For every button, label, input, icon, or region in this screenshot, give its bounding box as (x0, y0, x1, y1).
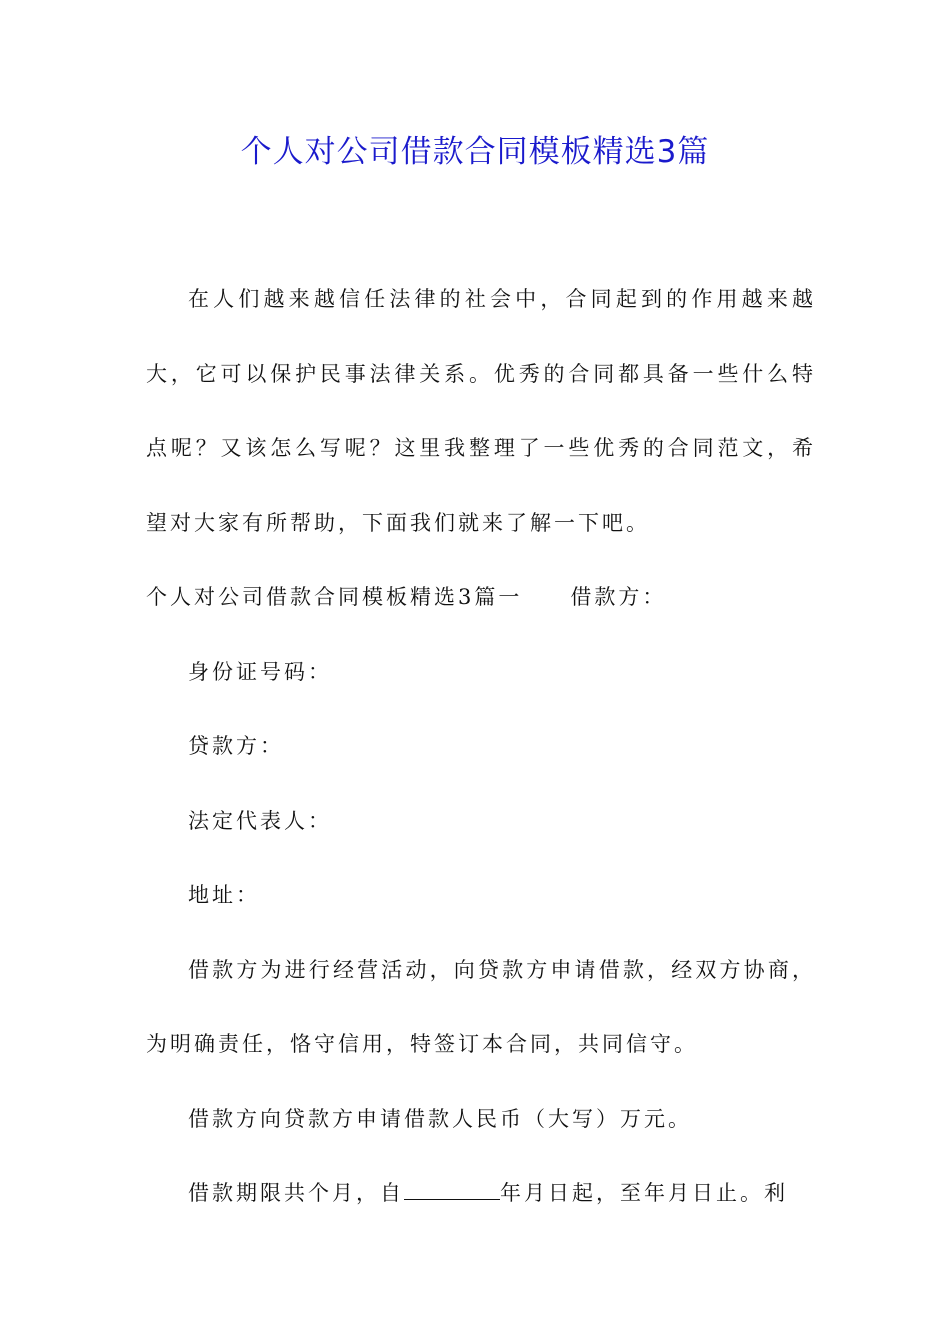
section-heading-line (146, 560, 816, 635)
purpose-paragraph: 借款方为进行经营活动，向贷款方申请借款，经双方协商，为明确责任，恪守信用，特签订本合同，共同信守。 (146, 957, 816, 1056)
term-text-after: 年月日起，至年月日止。利 (500, 1181, 788, 1205)
id-number-field: 身份证号码： (188, 659, 332, 684)
borrower-label: 借款方： (570, 585, 667, 609)
document-body (146, 262, 816, 1231)
amount-paragraph: 借款方向贷款方申请借款人民币（大写）万元。 (188, 1106, 692, 1131)
term-text-before: 借款期限共个月，自 (188, 1181, 404, 1205)
term-paragraph (146, 1156, 816, 1231)
document-title: 个人对公司借款合同模板精选3篇 (240, 134, 710, 170)
address-field: 地址： (188, 883, 260, 907)
lender-field: 贷款方： (188, 734, 284, 758)
legal-rep-field: 法定代表人： (188, 808, 332, 833)
section-heading: 个人对公司借款合同模板精选3篇一 (146, 585, 523, 609)
intro-paragraph: 在人们越来越信任法律的社会中，合同起到的作用越来越大，它可以保护民事法律关系。优秀的合同都具备一些什么特点呢？又该怎么写呢？这里我整理了一些优秀的合同范文，希望对大家有所帮助，下面我们就来了解一下吧。 (146, 287, 816, 535)
date-blank (404, 1181, 500, 1200)
